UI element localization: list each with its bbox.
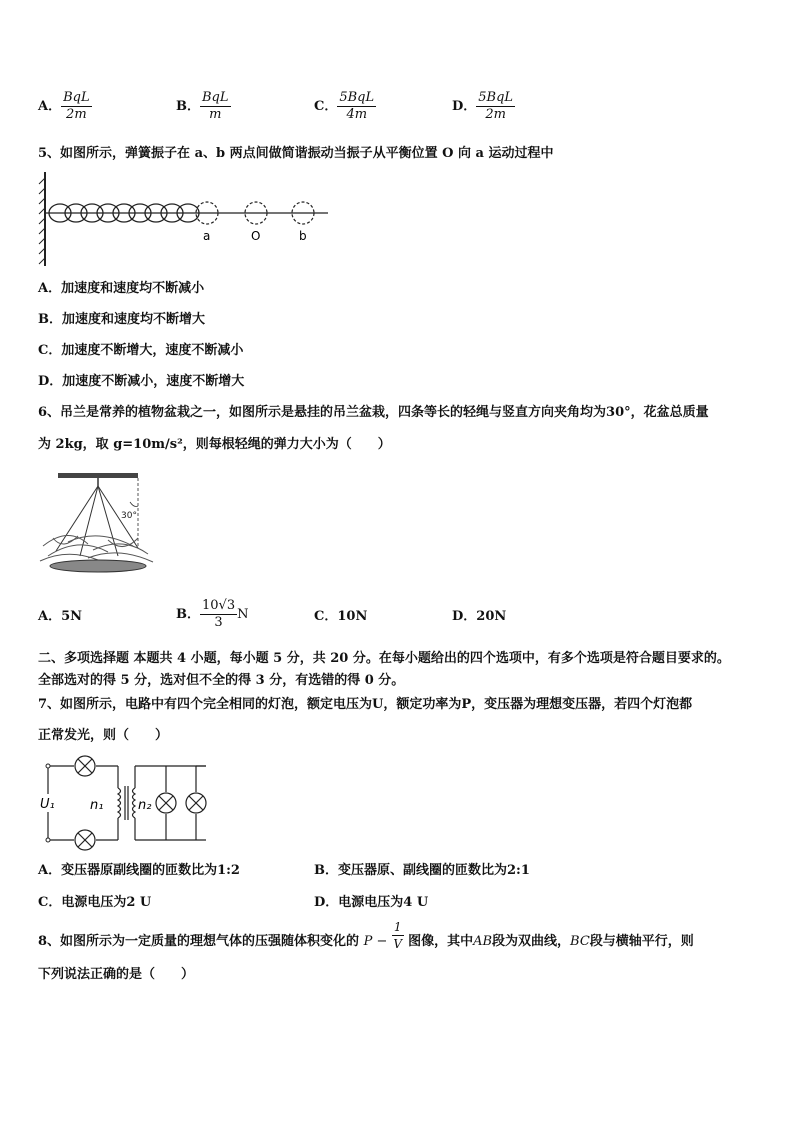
section2-line2: 全部选对的得 5 分，选对但不全的得 3 分，有选错的得 0 分。 <box>38 673 405 688</box>
q6-stem-line1: 6、吊兰是常养的植物盆栽之一，如图所示是悬挂的吊兰盆栽，四条等长的轻绳与竖直方向夹角均为30°，花盆总质量 <box>38 405 709 420</box>
q5-option-c[interactable]: C．加速度不断增大，速度不断减小 <box>38 343 244 358</box>
q4-option-a-fraction: $\frac{\text{BqL}}{2m}$ <box>63 90 90 122</box>
q6-option-d[interactable]: D．20N <box>452 609 507 624</box>
label-o: O <box>251 229 261 243</box>
q5-option-d[interactable]: D．加速度不断减小，速度不断增大 <box>38 374 245 389</box>
q7-option-b[interactable]: B．变压器原、副线圈的匝数比为2:1 <box>314 863 530 878</box>
q4-option-d-fraction: $\frac{\text{5BqL}}{2m}$ <box>478 90 514 122</box>
lamp-icon <box>75 830 95 850</box>
q5-option-a[interactable]: A．加速度和速度均不断减小 <box>38 281 205 296</box>
q6-option-a[interactable]: A．5N <box>38 609 83 624</box>
q5-stem: 5、如图所示，弹簧振子在 a、b 两点间做简谐振动当振子从平衡位置 O 向 a 运动过程中 <box>38 146 554 161</box>
q5-option-b[interactable]: B．加速度和速度均不断增大 <box>38 312 205 327</box>
q7-stem-line1: 7、如图所示，电路中有四个完全相同的灯泡，额定电压为U，额定功率为P，变压器为理想变压器，若四个灯泡都 <box>38 697 693 712</box>
lamp-icon <box>75 756 95 776</box>
q8-stem-line2: 下列说法正确的是（ ） <box>38 967 195 982</box>
q6-hanging-plant-figure <box>38 466 158 581</box>
q4-option-d[interactable]: D． $\frac{\text{5BqL}}{2m}$ <box>452 90 514 122</box>
q4-option-a[interactable]: A． $\frac{\text{BqL}}{2m}$ <box>38 90 90 122</box>
q6-option-b-fraction: $\frac{10√3}{3}$ <box>202 598 236 630</box>
label-n1: n₁ <box>90 798 104 813</box>
q4-option-c-fraction: $\frac{\text{5BqL}}{4m}$ <box>339 90 375 122</box>
q8-inline-fraction: $\frac{1}{V}$ <box>393 920 403 951</box>
q7-option-d[interactable]: D．电源电压为4 U <box>314 895 429 910</box>
q5-spring-figure <box>38 170 338 270</box>
angle-label: 30° <box>121 511 137 521</box>
q6-option-c[interactable]: C．10N <box>314 609 368 624</box>
label-b: b <box>299 229 307 243</box>
q7-circuit-figure <box>38 754 218 854</box>
lamp-icon <box>156 793 176 813</box>
label-a: a <box>203 229 211 243</box>
q7-stem-line2: 正常发光，则（ ） <box>38 728 169 743</box>
label-u1: U₁ <box>40 797 55 812</box>
q4-option-b[interactable]: B． $\frac{\text{BqL}}{m}$ <box>176 90 229 122</box>
q4-option-c[interactable]: C． $\frac{\text{5BqL}}{4m}$ <box>314 90 375 122</box>
section2-line1: 二、多项选择题 本题共 4 小题，每小题 5 分，共 20 分。在每小题给出的四个选项中，有多个选项是符合题目要求的。 <box>38 651 730 666</box>
q7-option-c[interactable]: C．电源电压为2 U <box>38 895 152 910</box>
label-n2: n₂ <box>138 798 152 813</box>
q7-option-a[interactable]: A．变压器原副线圈的匝数比为1:2 <box>38 863 240 878</box>
q4-option-b-fraction: $\frac{\text{BqL}}{m}$ <box>202 90 229 122</box>
lamp-icon <box>186 793 206 813</box>
q6-option-b[interactable]: B． $\frac{10√3}{3}$ N <box>176 598 249 630</box>
q6-stem-line2: 为 2kg，取 g=10m/s²，则每根轻绳的弹力大小为（ ） <box>38 437 391 452</box>
q8-stem-line1: 8、如图所示为一定质量的理想气体的压强随体积变化的 P − $\frac{1}{V}$ 图像，其中AB段为双曲线，BC段与横轴平行，则 <box>38 920 694 951</box>
